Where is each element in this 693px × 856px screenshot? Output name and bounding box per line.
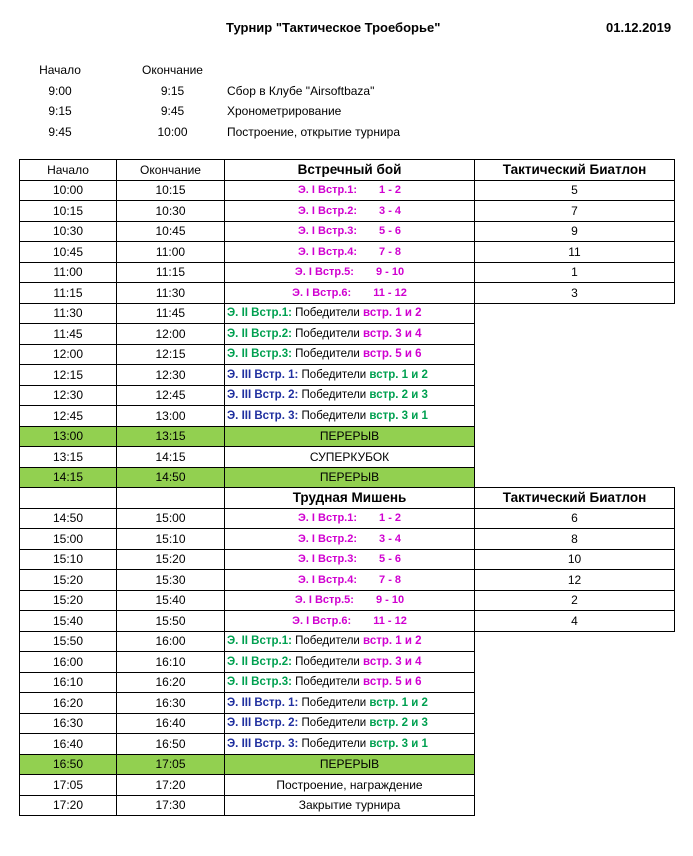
winners-ref: встр. 1 и 2: [363, 635, 422, 648]
start-time: 14:50: [20, 508, 117, 529]
event-cell: [225, 221, 475, 242]
start-time: 16:00: [20, 652, 117, 673]
match-pair: 11 - 12: [373, 286, 407, 299]
start-time: 10:15: [20, 201, 117, 222]
end-time: 15:40: [117, 590, 225, 611]
empty-cell: [475, 795, 675, 816]
winners-ref: встр. 2 и 3: [369, 389, 428, 402]
end-time: 12:30: [117, 365, 225, 386]
biathlon-title: Тактический Биатлон: [475, 160, 675, 181]
opening-desc: Хронометрирование: [227, 104, 342, 118]
empty-cell: [475, 467, 675, 488]
event-cell: СУПЕРКУБОК: [225, 447, 475, 468]
event-cell: [225, 262, 475, 283]
biathlon-order: 10: [475, 549, 675, 570]
stage-label: Э. I Встр.3:: [297, 553, 358, 566]
opening-header: [0, 60, 693, 81]
stage-label: Э. II Встр.2:: [227, 655, 292, 668]
start-time: 15:00: [20, 529, 117, 550]
event-cell: [225, 344, 475, 365]
opening-desc: Сбор в Клубе "Airsoftbaza": [227, 83, 375, 98]
match-pair: 9 - 10: [375, 266, 405, 279]
opening-start-label: Начало: [39, 63, 81, 77]
table-row: [20, 508, 675, 529]
start-time: 13:15: [20, 447, 117, 468]
event-cell: [225, 570, 475, 591]
empty-cell: [475, 713, 675, 734]
opening-row: [0, 122, 693, 143]
biathlon-order: 6: [475, 508, 675, 529]
event-cell: [225, 611, 475, 632]
opening-row: [0, 81, 693, 102]
stage-label: Э. I Встр.4:: [297, 245, 358, 258]
empty-cell: [20, 488, 117, 509]
biathlon-order: 3: [475, 283, 675, 304]
empty-cell: [475, 652, 675, 673]
stage-label: Э. I Встр.2:: [297, 532, 358, 545]
winners-label: Победители: [301, 368, 367, 381]
table-row: [20, 180, 675, 201]
table-row: [20, 426, 675, 447]
biathlon-order: 11: [475, 242, 675, 263]
table-row: [20, 201, 675, 222]
event-cell: [225, 303, 475, 324]
biathlon-title: Тактический Биатлон: [475, 488, 675, 509]
stage-label: Э. II Встр.1:: [227, 307, 292, 320]
opening-end: 9:45: [160, 104, 185, 118]
event-cell: Закрытие турнира: [225, 795, 475, 816]
empty-cell: [475, 447, 675, 468]
biathlon-order: 12: [475, 570, 675, 591]
event-cell: Построение, награждение: [225, 775, 475, 796]
event-cell: ПЕРЕРЫВ: [225, 426, 475, 447]
start-time: 14:15: [20, 467, 117, 488]
start-time: 16:30: [20, 713, 117, 734]
end-time: 11:30: [117, 283, 225, 304]
winners-label: Победители: [295, 307, 360, 320]
winners-ref: встр. 1 и 2: [369, 368, 428, 381]
start-time: 10:00: [20, 180, 117, 201]
winners-ref: встр. 5 и 6: [363, 348, 422, 361]
start-time: 16:20: [20, 693, 117, 714]
schedule-table: [19, 159, 675, 816]
block1-title: Встречный бой: [225, 160, 475, 181]
table-row: [20, 754, 675, 775]
event-cell: [225, 508, 475, 529]
table-row: [20, 303, 675, 324]
biathlon-order: 8: [475, 529, 675, 550]
winners-label: Победители: [301, 737, 367, 750]
opening-start: 9:45: [48, 124, 72, 139]
tournament-title: Турнир "Тактическое Троеборье": [226, 20, 441, 35]
stage-label: Э. I Встр.4:: [297, 573, 358, 586]
end-time: 14:15: [117, 447, 225, 468]
match-pair: 9 - 10: [375, 594, 405, 607]
table-row: [20, 262, 675, 283]
stage-label: Э. II Встр.2:: [227, 327, 292, 340]
start-time: 10:45: [20, 242, 117, 263]
stage-label: Э. III Встр. 3:: [227, 409, 299, 422]
winners-ref: встр. 1 и 2: [363, 307, 422, 320]
start-time: 16:10: [20, 672, 117, 693]
table-row: [20, 611, 675, 632]
opening-end-label: Окончание: [142, 63, 203, 77]
start-time: 16:40: [20, 734, 117, 755]
stage-label: Э. I Встр.6:: [292, 614, 352, 627]
winners-label: Победители: [295, 348, 360, 361]
event-cell: [225, 283, 475, 304]
end-time: 16:10: [117, 652, 225, 673]
table-row: [20, 447, 675, 468]
start-time: 11:45: [20, 324, 117, 345]
start-time: 15:20: [20, 590, 117, 611]
end-time: 11:45: [117, 303, 225, 324]
end-time: 15:20: [117, 549, 225, 570]
stage-label: Э. II Встр.3:: [227, 348, 292, 361]
event-cell: [225, 631, 475, 652]
end-time: 16:20: [117, 672, 225, 693]
table-header-row: [20, 488, 675, 509]
winners-label: Победители: [301, 717, 367, 730]
end-time: 10:45: [117, 221, 225, 242]
winners-ref: встр. 3 и 4: [363, 327, 422, 340]
empty-cell: [475, 385, 675, 406]
end-time: 13:00: [117, 406, 225, 427]
event-cell: [225, 713, 475, 734]
end-time: 10:30: [117, 201, 225, 222]
event-cell: [225, 652, 475, 673]
opening-desc: Построение, открытие турнира: [227, 124, 400, 139]
table-row: [20, 221, 675, 242]
event-cell: ПЕРЕРЫВ: [225, 467, 475, 488]
table-row: [20, 713, 675, 734]
empty-cell: [475, 365, 675, 386]
end-time: 13:15: [117, 426, 225, 447]
table-row: [20, 344, 675, 365]
event-cell: [225, 734, 475, 755]
tournament-date: 01.12.2019: [606, 20, 672, 35]
stage-label: Э. I Встр.5:: [294, 594, 354, 607]
event-cell: [225, 201, 475, 222]
stage-label: Э. III Встр. 2:: [227, 389, 299, 402]
biathlon-order: 1: [475, 262, 675, 283]
match-pair: 3 - 4: [379, 532, 402, 545]
table-row: [20, 631, 675, 652]
schedule-table-wrap: [19, 159, 675, 816]
table-header-row: [20, 160, 675, 181]
end-time: 16:30: [117, 693, 225, 714]
match-pair: 1 - 2: [379, 512, 402, 525]
end-time: 15:00: [117, 508, 225, 529]
biathlon-order: 9: [475, 221, 675, 242]
start-time: 12:30: [20, 385, 117, 406]
end-time: 16:50: [117, 734, 225, 755]
event-cell: [225, 549, 475, 570]
table-row: [20, 385, 675, 406]
event-cell: [225, 180, 475, 201]
table-row: [20, 529, 675, 550]
start-time: 13:00: [20, 426, 117, 447]
stage-label: Э. III Встр. 3:: [227, 737, 299, 750]
opening-end: 9:15: [160, 83, 185, 98]
start-time: 11:00: [20, 262, 117, 283]
match-pair: 1 - 2: [379, 184, 402, 197]
winners-ref: встр. 3 и 1: [369, 737, 428, 750]
start-time: 12:15: [20, 365, 117, 386]
start-time: 15:20: [20, 570, 117, 591]
empty-cell: [475, 426, 675, 447]
start-time: 11:30: [20, 303, 117, 324]
match-pair: 7 - 8: [379, 245, 402, 258]
empty-cell: [475, 303, 675, 324]
table-row: [20, 283, 675, 304]
table-row: [20, 693, 675, 714]
winners-label: Победители: [295, 635, 360, 648]
biathlon-order: 4: [475, 611, 675, 632]
end-time: 16:00: [117, 631, 225, 652]
stage-label: Э. II Встр.3:: [227, 676, 292, 689]
empty-cell: [475, 631, 675, 652]
winners-ref: встр. 1 и 2: [369, 696, 428, 709]
event-cell: [225, 365, 475, 386]
empty-cell: [475, 672, 675, 693]
empty-cell: [475, 406, 675, 427]
winners-ref: встр. 3 и 4: [363, 655, 422, 668]
biathlon-order: 2: [475, 590, 675, 611]
event-cell: [225, 242, 475, 263]
end-time: 11:00: [117, 242, 225, 263]
match-pair: 3 - 4: [379, 204, 402, 217]
end-time: 12:15: [117, 344, 225, 365]
event-cell: ПЕРЕРЫВ: [225, 754, 475, 775]
winners-ref: встр. 5 и 6: [363, 676, 422, 689]
table-row: [20, 570, 675, 591]
winners-label: Победители: [295, 327, 360, 340]
start-time: 17:05: [20, 775, 117, 796]
stage-label: Э. I Встр.1:: [297, 512, 358, 525]
match-pair: 5 - 6: [379, 553, 402, 566]
match-pair: 11 - 12: [373, 614, 407, 627]
match-pair: 7 - 8: [379, 573, 402, 586]
empty-cell: [475, 344, 675, 365]
table-row: [20, 365, 675, 386]
biathlon-order: 7: [475, 201, 675, 222]
end-time: 17:05: [117, 754, 225, 775]
stage-label: Э. II Встр.1:: [227, 635, 292, 648]
stage-label: Э. I Встр.5:: [294, 266, 354, 279]
match-pair: 5 - 6: [379, 225, 402, 238]
event-cell: [225, 590, 475, 611]
end-time: 15:50: [117, 611, 225, 632]
end-time: 17:20: [117, 775, 225, 796]
table-row: [20, 775, 675, 796]
stage-label: Э. III Встр. 2:: [227, 717, 299, 730]
table-row: [20, 672, 675, 693]
winners-label: Победители: [301, 389, 367, 402]
winners-label: Победители: [295, 676, 360, 689]
start-time: 12:00: [20, 344, 117, 365]
empty-cell: [475, 754, 675, 775]
col-end-header: Окончание: [117, 160, 225, 181]
table-row: [20, 467, 675, 488]
event-cell: [225, 693, 475, 714]
end-time: 15:30: [117, 570, 225, 591]
event-cell: [225, 385, 475, 406]
end-time: 12:00: [117, 324, 225, 345]
winners-label: Победители: [295, 655, 360, 668]
table-row: [20, 590, 675, 611]
event-cell: [225, 529, 475, 550]
table-row: [20, 549, 675, 570]
table-row: [20, 734, 675, 755]
opening-row: [0, 101, 693, 122]
event-cell: [225, 672, 475, 693]
stage-label: Э. I Встр.3:: [297, 225, 358, 238]
end-time: 10:15: [117, 180, 225, 201]
start-time: 15:50: [20, 631, 117, 652]
end-time: 17:30: [117, 795, 225, 816]
table-row: [20, 406, 675, 427]
empty-cell: [475, 734, 675, 755]
end-time: 12:45: [117, 385, 225, 406]
empty-cell: [475, 324, 675, 345]
start-time: 17:20: [20, 795, 117, 816]
start-time: 11:15: [20, 283, 117, 304]
end-time: 11:15: [117, 262, 225, 283]
event-cell: [225, 324, 475, 345]
stage-label: Э. I Встр.2:: [297, 204, 358, 217]
col-start-header: Начало: [20, 160, 117, 181]
winners-label: Победители: [301, 409, 367, 422]
stage-label: Э. III Встр. 1:: [227, 696, 299, 709]
stage-label: Э. III Встр. 1:: [227, 368, 299, 381]
stage-label: Э. I Встр.1:: [297, 184, 358, 197]
winners-ref: встр. 2 и 3: [369, 717, 428, 730]
table-row: [20, 795, 675, 816]
start-time: 15:10: [20, 549, 117, 570]
end-time: 16:40: [117, 713, 225, 734]
winners-ref: встр. 3 и 1: [369, 409, 428, 422]
table-row: [20, 242, 675, 263]
end-time: 14:50: [117, 467, 225, 488]
opening-end: 10:00: [157, 124, 188, 139]
start-time: 12:45: [20, 406, 117, 427]
empty-cell: [475, 775, 675, 796]
empty-cell: [475, 693, 675, 714]
opening-start: 9:00: [48, 83, 72, 98]
block2-title: Трудная Мишень: [225, 488, 475, 509]
start-time: 16:50: [20, 754, 117, 775]
biathlon-order: 5: [475, 180, 675, 201]
start-time: 10:30: [20, 221, 117, 242]
empty-cell: [117, 488, 225, 509]
opening-start: 9:15: [48, 104, 72, 118]
start-time: 15:40: [20, 611, 117, 632]
end-time: 15:10: [117, 529, 225, 550]
table-row: [20, 652, 675, 673]
table-row: [20, 324, 675, 345]
event-cell: [225, 406, 475, 427]
opening-schedule: [0, 60, 693, 142]
stage-label: Э. I Встр.6:: [292, 286, 352, 299]
winners-label: Победители: [301, 696, 367, 709]
